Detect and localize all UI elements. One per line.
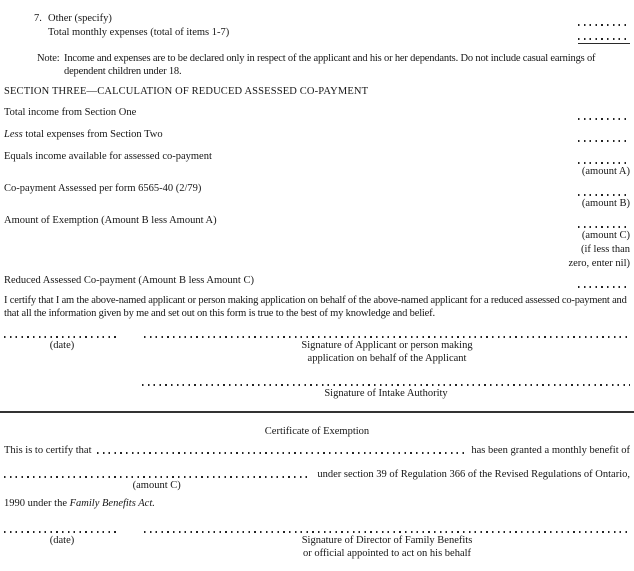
exemption-row xyxy=(4,214,630,270)
item-7-label-group xyxy=(34,12,542,25)
director-signature-fill-line xyxy=(144,531,630,533)
act-reference-prefix: 1990 under the xyxy=(4,498,67,509)
applicant-date-block xyxy=(4,332,120,365)
benefit-amount-block xyxy=(4,468,309,492)
applicant-date-label: (date) xyxy=(49,340,75,351)
director-date-block xyxy=(4,527,120,560)
applicant-signature-block xyxy=(144,332,630,365)
director-signature-block xyxy=(144,527,630,560)
director-signature-caption-2: or official appointed to act on his behalf xyxy=(302,548,472,559)
recipient-name-fill-line xyxy=(97,452,465,454)
reduced-copayment-row xyxy=(4,274,630,288)
item-7-number: 7. xyxy=(34,13,42,24)
applicant-signature-caption-2: application on behalf of the Applicant xyxy=(307,353,467,364)
copayment-assessed-label: Co-payment Assessed per form 6565-40 (2/79) xyxy=(4,183,202,194)
director-date-fill-line xyxy=(4,531,120,533)
applicant-date-fill-line xyxy=(4,336,120,338)
section-divider xyxy=(0,411,634,413)
amount-a-label: (amount A) xyxy=(581,166,630,177)
copayment-assessed-amount-column xyxy=(542,182,630,210)
equals-income-amount-column xyxy=(542,150,630,178)
director-signature-caption-1: Signature of Director of Family Benefits xyxy=(301,535,473,546)
act-reference xyxy=(4,497,630,510)
note xyxy=(4,52,630,78)
item-7-label: Other (specify) xyxy=(48,13,112,24)
family-benefits-act-italic: Family Benefits Act. xyxy=(69,498,155,509)
less-expenses-fill-line xyxy=(578,140,630,142)
total-income-amount-column xyxy=(542,106,630,120)
exemption-label: Amount of Exemption (Amount B less Amount A) xyxy=(4,215,217,226)
certificate-heading: Certificate of Exemption xyxy=(264,426,370,437)
note-label: Note: xyxy=(37,53,60,64)
total-expenses-row xyxy=(4,26,630,44)
less-expenses-row xyxy=(4,128,630,142)
regulation-text: under section 39 of Regulation 366 of the Revised Regulations of Ontario, xyxy=(317,469,630,480)
note-text: Income and expenses are to be declared only in respect of the applicant and his or her dependants. Do not include casual earnings of dependent children under 18. xyxy=(64,53,596,77)
exemption-fill-line xyxy=(578,226,630,228)
amount-b-label: (amount B) xyxy=(581,198,630,209)
reduced-copayment-fill-line xyxy=(578,286,630,288)
equals-income-row xyxy=(4,150,630,178)
director-signature-row xyxy=(4,527,630,560)
amount-c-note-1: (if less than xyxy=(581,244,630,255)
intake-signature-fill-line xyxy=(142,384,630,386)
less-expenses-amount-column xyxy=(542,128,630,142)
amount-c-note-2: zero, enter nil) xyxy=(568,258,630,269)
certify-prefix: This is to certify that xyxy=(4,445,92,456)
reduced-copayment-amount-column xyxy=(542,274,630,288)
certify-suffix: has been granted a monthly benefit of xyxy=(471,445,630,456)
applicant-signature-fill-line xyxy=(144,336,630,338)
applicant-signature-row xyxy=(4,332,630,365)
director-date-label: (date) xyxy=(49,535,75,546)
total-expenses-label: Total monthly expenses (total of items 1-7) xyxy=(48,27,230,38)
total-income-fill-line xyxy=(578,118,630,120)
equals-income-fill-line xyxy=(578,162,630,164)
applicant-signature-caption-1: Signature of Applicant or person making xyxy=(301,340,473,351)
total-expenses-fill-line xyxy=(578,38,630,44)
total-income-label: Total income from Section One xyxy=(4,107,137,118)
amount-c-label: (amount C) xyxy=(581,230,630,241)
item-7-amount-column xyxy=(542,12,630,26)
less-expenses-label xyxy=(4,128,542,141)
certificate-amount-c-label: (amount C) xyxy=(132,480,181,491)
certificate-line-1 xyxy=(4,444,630,457)
reduced-copayment-label: Reduced Assessed Co-payment (Amount B less Amount C) xyxy=(4,275,254,286)
intake-signature-row xyxy=(142,384,630,400)
certification-text: I certify that I am the above-named applicant or person making application on behalf of the above-named applicant for a reduced assessed co-payment and that all the information given by me and set out on this form is true to the best of my knowledge and belief. xyxy=(4,295,627,319)
copayment-assessed-row xyxy=(4,182,630,210)
section-three-heading: SECTION THREE—CALCULATION OF REDUCED ASSESSED CO-PAYMENT xyxy=(4,86,369,97)
total-income-row xyxy=(4,106,630,120)
total-expenses-amount-column xyxy=(542,26,630,44)
intake-signature-caption: Signature of Intake Authority xyxy=(324,388,448,399)
copayment-assessed-fill-line xyxy=(578,194,630,196)
item-7-row xyxy=(4,12,630,26)
less-word-italic: Less xyxy=(4,129,23,140)
less-expenses-label-rest: total expenses from Section Two xyxy=(25,129,163,140)
benefit-amount-fill-line xyxy=(4,476,309,478)
certificate-line-2 xyxy=(4,468,630,492)
equals-income-label: Equals income available for assessed co-payment xyxy=(4,151,212,162)
exemption-amount-column xyxy=(542,214,630,270)
